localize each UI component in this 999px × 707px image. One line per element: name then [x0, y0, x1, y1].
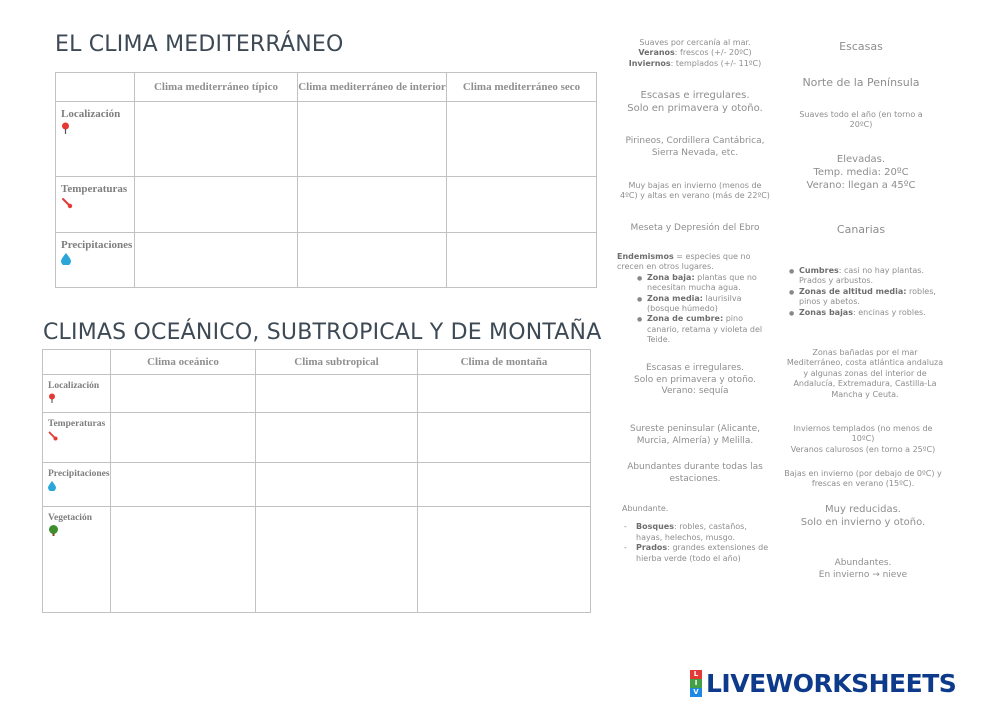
drop-zone[interactable]	[256, 413, 418, 463]
list-item: ● Zona baja: plantas que no necesitan mucha agua.	[647, 273, 772, 294]
row-header	[43, 463, 111, 507]
drop-zone[interactable]	[298, 102, 447, 177]
mediterranean-table	[55, 72, 597, 288]
answer-card[interactable]: Sureste peninsular (Alicante, Murcia, Almería) y Melilla.	[630, 424, 760, 446]
answer-card[interactable]: Suaves todo el año (en torno a 20ºC)	[799, 110, 923, 130]
column-header: Clima mediterráneo seco	[447, 73, 597, 102]
list-item: - Prados: grandes extensiones de hierba verde (todo el año)	[636, 543, 772, 564]
answer-card[interactable]	[783, 266, 943, 318]
list-item: ● Cumbres: casi no hay plantas. Prados y arbustos.	[799, 266, 943, 287]
drop-zone[interactable]	[447, 177, 597, 233]
drop-zone[interactable]	[256, 375, 418, 413]
drop-zone[interactable]	[135, 177, 298, 233]
drop-zone[interactable]	[298, 233, 447, 288]
liveworksheets-logo	[690, 668, 956, 698]
answer-card[interactable]: Pirineos, Cordillera Cantábrica, Sierra Nevada, etc.	[625, 136, 765, 158]
column-header: Clima de montaña	[418, 350, 591, 375]
row-label: Precipitaciones	[61, 239, 133, 251]
row-label: Localización	[61, 108, 121, 120]
drop-zone[interactable]	[256, 507, 418, 613]
map-pin-icon	[61, 122, 70, 134]
drop-zone[interactable]	[135, 102, 298, 177]
answer-card[interactable]: Norte de la Península	[802, 76, 920, 89]
answer-card[interactable]: Abundantes. En invierno → nieve	[818, 558, 908, 580]
water-drop-icon	[48, 481, 56, 491]
column-header: Clima mediterráneo típico	[135, 73, 298, 102]
column-header: Clima subtropical	[256, 350, 418, 375]
answer-card[interactable]: Canarias	[836, 223, 886, 236]
answer-card[interactable]: Inviernos templados (no menos de 10ºC) Veranos calurosos (en torno a 25ºC)	[790, 424, 936, 454]
water-drop-icon	[61, 253, 71, 265]
drop-zone[interactable]	[418, 375, 591, 413]
logo-text: LIVEWORKSHEETS	[706, 668, 957, 698]
oceanic-subtropical-mountain-table	[42, 349, 591, 613]
answer-card[interactable]: Zonas bañadas por el mar Mediterráneo, costa atlántica andaluza y algunas zonas del interior de Andalucía, Extremadura, Castilla-La Mancha y Ceuta.	[786, 348, 944, 399]
row-header	[56, 102, 135, 177]
drop-zone[interactable]	[447, 233, 597, 288]
answer-card[interactable]: Abundante. - Bosques: robles, castaños, hayas, helechos, musgo. - Prados: grandes extensiones de hierba verde (todo el año)	[622, 504, 772, 564]
map-pin-icon	[48, 393, 56, 403]
row-label: Vegetación	[48, 513, 92, 523]
answer-card[interactable]: Bajas en invierno (por debajo de 0ºC) y frescas en verano (15ºC).	[784, 469, 942, 489]
thermometer-icon	[61, 197, 73, 209]
row-label: Temperaturas	[61, 183, 128, 195]
row-header	[56, 177, 135, 233]
row-header	[56, 233, 135, 288]
answer-card[interactable]: Meseta y Depresión del Ebro	[630, 223, 760, 233]
page-title: EL CLIMA MEDITERRÁNEO	[55, 32, 344, 57]
answer-card[interactable]: Escasas e irregulares. Solo en primavera y otoño. Verano: sequía	[634, 363, 756, 397]
column-header: Clima mediterráneo de interior	[298, 73, 447, 102]
answer-card[interactable]: Elevadas. Temp. media: 20ºC Verano: llegan a 45ºC	[806, 154, 916, 191]
tree-icon	[48, 525, 59, 536]
drop-zone[interactable]	[418, 463, 591, 507]
drop-zone[interactable]	[298, 177, 447, 233]
drop-zone[interactable]	[256, 463, 418, 507]
list-item: ● Zona media: laurisilva (bosque húmedo)	[647, 294, 772, 315]
row-label: Precipitaciones	[48, 469, 110, 479]
list-item: ● Zonas de altitud media: robles, pinos y abetos.	[799, 287, 943, 308]
column-header: Clima oceánico	[111, 350, 256, 375]
answer-card[interactable]: Muy reducidas. Solo en invierno y otoño.	[800, 504, 926, 528]
row-header	[43, 413, 111, 463]
row-header	[43, 375, 111, 413]
logo-mark: L I V	[690, 670, 702, 697]
thermometer-icon	[48, 431, 58, 441]
answer-card[interactable]: Escasas	[839, 40, 883, 53]
list-item: ● Zona de cumbre: pino canario, retama y violeta del Teide.	[647, 314, 772, 345]
answer-card[interactable]: Muy bajas en invierno (menos de 4ºC) y altas en verano (más de 22ºC)	[620, 181, 770, 201]
drop-zone[interactable]	[418, 507, 591, 613]
list-item: - Bosques: robles, castaños, hayas, helechos, musgo.	[636, 522, 772, 543]
drop-zone[interactable]	[111, 413, 256, 463]
answer-card[interactable]: Escasas e irregulares. Solo en primavera y otoño.	[627, 90, 763, 114]
row-label: Temperaturas	[48, 419, 106, 429]
corner-cell	[43, 350, 111, 375]
drop-zone[interactable]	[111, 507, 256, 613]
corner-cell	[56, 73, 135, 102]
drop-zone[interactable]	[135, 233, 298, 288]
answer-card[interactable]: Abundantes durante todas las estaciones.	[627, 462, 763, 484]
drop-zone[interactable]	[447, 102, 597, 177]
drop-zone[interactable]	[418, 413, 591, 463]
drop-zone[interactable]	[111, 375, 256, 413]
answer-card[interactable]: Endemismos = especies que no crecen en otros lugares. ● Zona baja: plantas que no necesitan mucha agua. ● Zona media: laurisilva (bosque húmedo) ● Zona de cumbre: pino canario, retama y violeta del Teide.	[617, 252, 772, 346]
list-item: ● Zonas bajas: encinas y robles.	[799, 308, 943, 318]
row-label: Localización	[48, 381, 100, 391]
drop-zone[interactable]	[111, 463, 256, 507]
answer-card[interactable]: Suaves por cercanía al mar. Veranos: frescos (+/- 20ºC) Inviernos: templados (+/- 11ºC)	[628, 38, 762, 68]
row-header	[43, 507, 111, 613]
section-title: CLIMAS OCEÁNICO, SUBTROPICAL Y DE MONTAÑA	[43, 320, 602, 345]
